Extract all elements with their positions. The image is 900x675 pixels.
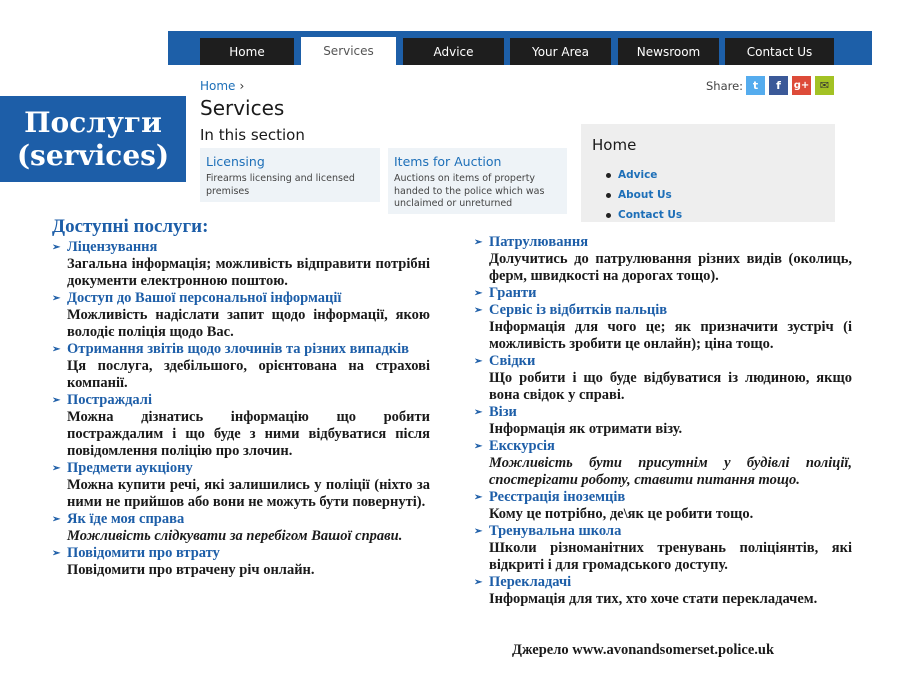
licensing-card[interactable] — [200, 148, 380, 202]
auction-card-title[interactable]: Items for Auction — [394, 154, 502, 169]
service-item-description: Що робити і що буде відбуватися із людиною, якщо вона свідок у справі. — [489, 370, 852, 403]
service-item-description: Можна дізнатись інформацію що робити постраждалим і що буде з ними відбуватися після повідомлення поліцію про злочин. — [67, 409, 430, 459]
service-item-description: Долучитись до патрулювання різних видів (околиць, ферм, швидкості на дорогах тощо). — [489, 251, 852, 284]
service-item-description: Інформація для чого це; як призначити зустріч (і можливість зробити це онлайн); ціна тощо. — [489, 319, 852, 352]
nav-tab-services[interactable]: Services — [301, 37, 396, 65]
source-note: Джерело www.avonandsomerset.police.uk — [512, 642, 775, 658]
nav-tab-newsroom[interactable]: Newsroom — [618, 38, 719, 65]
share-label: Share: — [706, 79, 744, 93]
service-item-title: ➢ Візи — [474, 404, 852, 421]
right-services-column — [474, 234, 852, 608]
service-item-description: Ця послуга, здебільшого, орієнтована на страхові компанії. — [67, 358, 430, 391]
service-item-description: Можливість надіслати запит щодо інформації, якою володіє поліція щодо Вас. — [67, 307, 430, 340]
slide-title-banner — [0, 96, 186, 182]
service-item-title: ➢ Повідомити про втрату — [52, 545, 430, 562]
left-services-column — [52, 239, 430, 579]
auction-card-text: Auctions on items of property handed to the police which was unclaimed or unreturned — [394, 173, 545, 209]
service-item-description: Загальна інформація; можливість відправити потрібні документи електронною поштою. — [67, 256, 430, 289]
service-item-title: ➢ Перекладачі — [474, 574, 852, 591]
service-item-title: ➢ Доступ до Вашої персональної інформації — [52, 290, 430, 307]
home-box-title: Home — [592, 136, 637, 154]
service-item-description: Можна купити речі, які залишились у поліції (ніхто за ними не прийшов або вони не можуть бути повернуті). — [67, 477, 430, 510]
google-plus-icon[interactable]: g+ — [792, 76, 811, 95]
slide-title-ukr: Послуги — [24, 106, 162, 139]
service-item-description: Кому це потрібно, де\як це робити тощо. — [489, 506, 754, 522]
facebook-icon[interactable]: f — [769, 76, 788, 95]
home-link-contact-us[interactable]: Contact Us — [618, 209, 683, 221]
main-navigation — [168, 31, 872, 65]
service-item-description: Повідомити про втрачену річ онлайн. — [67, 562, 315, 578]
home-link-advice[interactable]: Advice — [618, 169, 658, 181]
service-item-title: ➢ Тренувальна школа — [474, 523, 852, 540]
service-item-title: ➢ Предмети аукціону — [52, 460, 430, 477]
slide-title-eng: (services) — [16, 139, 170, 172]
service-item-title: ➢ Отримання звітів щодо злочинів та різних випадків — [52, 341, 430, 358]
twitter-icon[interactable]: t — [746, 76, 765, 95]
service-item-description: Інформація для тих, хто хоче стати перекладачем. — [489, 591, 818, 607]
nav-tab-home[interactable]: Home — [200, 38, 294, 65]
breadcrumb-separator: › — [239, 79, 245, 93]
service-item-title: ➢ Гранти — [474, 285, 852, 302]
licensing-card-text: Firearms licensing and licensed premises — [206, 173, 355, 197]
service-item-title: ➢ Екскурсія — [474, 438, 852, 455]
service-item-title: ➢ Як їде моя справа — [52, 511, 430, 528]
breadcrumb-home-link[interactable]: Home — [200, 79, 236, 93]
service-item-title: ➢ Патрулювання — [474, 234, 852, 251]
service-item-title: ➢ Реєстрація іноземців — [474, 489, 852, 506]
nav-tab-advice[interactable]: Advice — [403, 38, 504, 65]
section-title: In this section — [200, 126, 305, 144]
service-item-title: ➢ Ліцензування — [52, 239, 430, 256]
licensing-card-title[interactable]: Licensing — [206, 154, 265, 169]
service-item-description: Можливість слідкувати за перебігом Вашої справи. — [67, 528, 403, 544]
service-item-title: ➢ Сервіс із відбитків пальців — [474, 302, 852, 319]
service-item-title: ➢ Свідки — [474, 353, 852, 370]
auction-card[interactable] — [388, 148, 567, 214]
services-heading: Доступні послуги: — [52, 216, 209, 237]
nav-tab-contact-us[interactable]: Contact Us — [725, 38, 834, 65]
service-item-title: ➢ Постраждалі — [52, 392, 430, 409]
home-sidebar-box — [581, 124, 835, 222]
home-link-about-us[interactable]: About Us — [618, 189, 672, 201]
page-title: Services — [200, 96, 285, 120]
breadcrumb — [200, 79, 244, 93]
nav-tab-your-area[interactable]: Your Area — [510, 38, 611, 65]
service-item-description: Школи різноманітних тренувань поліціянтів, які відкриті і для громадського доступу. — [489, 540, 852, 573]
service-item-description: Можливість бути присутнім у будівлі поліції, спостерігати роботу, ставити питання тощо. — [489, 455, 852, 488]
email-icon[interactable]: ✉ — [815, 76, 834, 95]
service-item-description: Інформація як отримати візу. — [489, 421, 683, 437]
